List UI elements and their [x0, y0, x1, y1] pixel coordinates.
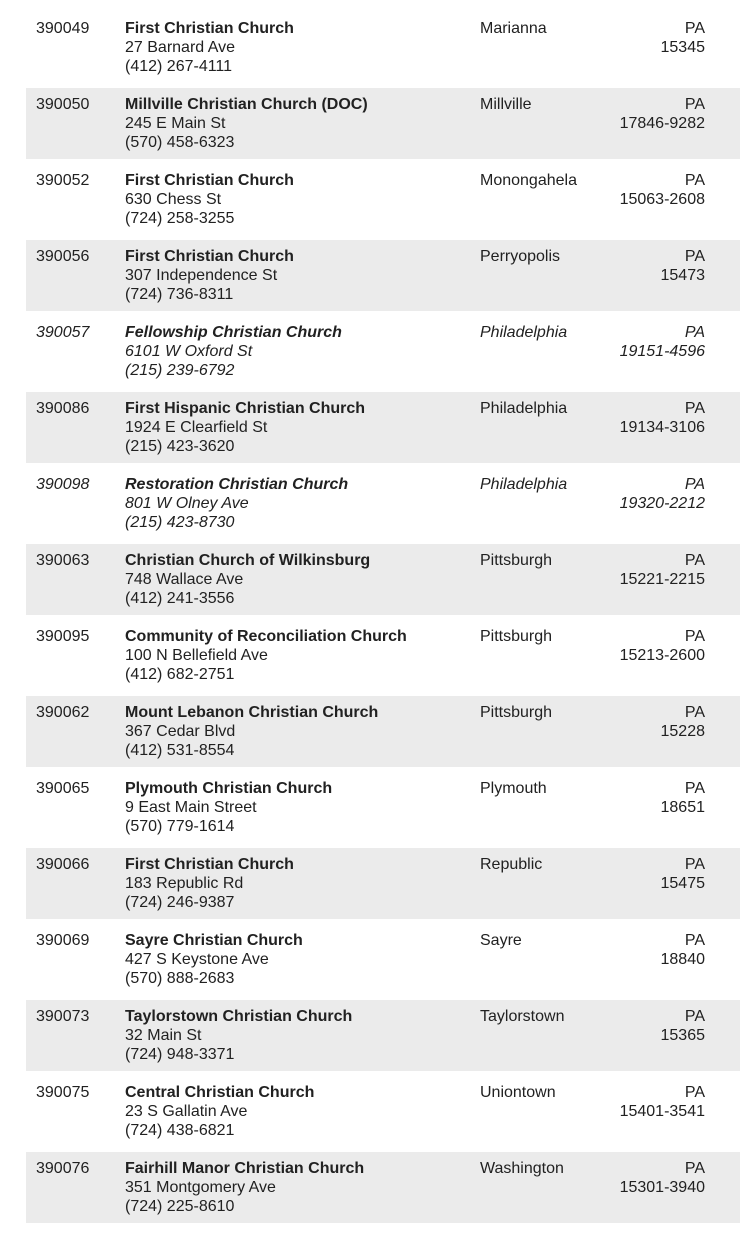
church-id: 390049: [36, 20, 90, 37]
church-city: Uniontown: [480, 1084, 556, 1101]
church-phone: (724) 258-3255: [125, 210, 235, 227]
church-name: Sayre Christian Church: [125, 932, 303, 949]
church-name: Mount Lebanon Christian Church: [125, 704, 379, 721]
church-address: 23 S Gallatin Ave: [125, 1103, 248, 1120]
church-zip: 15365: [660, 1027, 705, 1044]
church-name: Fairhill Manor Christian Church: [125, 1160, 365, 1177]
church-state: PA: [684, 1008, 705, 1025]
church-row: [26, 12, 740, 83]
church-name: Community of Reconciliation Church: [125, 628, 407, 645]
church-address: 630 Chess St: [125, 191, 222, 208]
church-row: [26, 392, 740, 463]
church-address: 100 N Bellefield Ave: [125, 647, 268, 664]
church-state-zip: [610, 19, 705, 76]
church-info: [125, 1083, 480, 1140]
church-zip: 18651: [660, 799, 705, 816]
church-city: Philadelphia: [480, 400, 568, 417]
church-zip: 15301-3940: [619, 1179, 705, 1196]
church-row: [26, 544, 740, 615]
church-address: 351 Montgomery Ave: [125, 1179, 276, 1196]
church-info: [125, 1159, 480, 1216]
church-row: [26, 1076, 740, 1147]
church-id: 390086: [36, 400, 90, 417]
church-phone: (724) 246-9387: [125, 894, 235, 911]
church-phone: (724) 438-6821: [125, 1122, 235, 1139]
church-address: 367 Cedar Blvd: [125, 723, 236, 740]
church-info: [125, 323, 480, 380]
church-name: Christian Church of Wilkinsburg: [125, 552, 371, 569]
church-name: Taylorstown Christian Church: [125, 1008, 353, 1025]
church-city: Washington: [480, 1160, 564, 1177]
church-info: [125, 95, 480, 152]
church-name: Restoration Christian Church: [125, 476, 349, 493]
church-info: [125, 399, 480, 456]
church-info: [125, 1007, 480, 1064]
church-info: [125, 931, 480, 988]
church-phone: (412) 267-4111: [125, 58, 233, 75]
church-id: 390069: [36, 932, 90, 949]
church-state: PA: [684, 476, 705, 493]
church-info: [125, 703, 480, 760]
church-address: 801 W Olney Ave: [125, 495, 249, 512]
church-phone: (215) 423-8730: [125, 514, 235, 531]
church-state-zip: [610, 551, 705, 608]
church-row: [26, 1152, 740, 1223]
church-city: Monongahela: [480, 172, 577, 189]
church-info: [125, 247, 480, 304]
church-id: 390098: [36, 476, 90, 493]
church-row: [26, 924, 740, 995]
church-phone: (215) 239-6792: [125, 362, 235, 379]
church-state: PA: [684, 96, 705, 113]
church-phone: (570) 779-1614: [125, 818, 235, 835]
church-id: 390063: [36, 552, 90, 569]
church-phone: (724) 736-8311: [125, 286, 234, 303]
church-name: First Christian Church: [125, 172, 294, 189]
church-state-zip: [610, 779, 705, 836]
church-state-zip: [610, 1007, 705, 1064]
church-state: PA: [684, 856, 705, 873]
church-state-zip: [610, 247, 705, 304]
church-row: [26, 240, 740, 311]
church-zip: 19151-4596: [619, 343, 705, 360]
church-state: PA: [684, 400, 705, 417]
church-row: [26, 772, 740, 843]
church-name: First Christian Church: [125, 248, 294, 265]
church-name: Central Christian Church: [125, 1084, 315, 1101]
church-address: 27 Barnard Ave: [125, 39, 236, 56]
church-phone: (724) 948-3371: [125, 1046, 235, 1063]
church-row: [26, 316, 740, 387]
church-address: 183 Republic Rd: [125, 875, 244, 892]
church-name: Plymouth Christian Church: [125, 780, 333, 797]
church-info: [125, 475, 480, 532]
church-state-zip: [610, 475, 705, 532]
church-state: PA: [684, 20, 705, 37]
church-id: 390073: [36, 1008, 90, 1025]
church-name: Millville Christian Church (DOC): [125, 96, 368, 113]
church-id: 390056: [36, 248, 90, 265]
church-address: 307 Independence St: [125, 267, 278, 284]
church-info: [125, 19, 480, 76]
church-phone: (724) 225-8610: [125, 1198, 235, 1215]
church-name: Fellowship Christian Church: [125, 324, 342, 341]
church-phone: (412) 531-8554: [125, 742, 235, 759]
church-info: [125, 855, 480, 912]
church-id: 390050: [36, 96, 90, 113]
church-row: [26, 468, 740, 539]
church-city: Republic: [480, 856, 543, 873]
church-id: 390066: [36, 856, 90, 873]
church-city: Plymouth: [480, 780, 547, 797]
church-id: 390095: [36, 628, 90, 645]
church-row: [26, 848, 740, 919]
church-zip: 17846-9282: [619, 115, 705, 132]
church-state-zip: [610, 627, 705, 684]
church-info: [125, 551, 480, 608]
church-state-zip: [610, 1159, 705, 1216]
church-info: [125, 171, 480, 228]
church-city: Marianna: [480, 20, 547, 37]
church-address: 245 E Main St: [125, 115, 226, 132]
church-city: Taylorstown: [480, 1008, 565, 1025]
church-row: [26, 1000, 740, 1071]
church-id: 390065: [36, 780, 90, 797]
church-state-zip: [610, 703, 705, 760]
church-city: Philadelphia: [480, 324, 568, 341]
church-city: Perryopolis: [480, 248, 561, 265]
church-state: PA: [684, 1084, 705, 1101]
church-city: Millville: [480, 96, 532, 113]
church-state-zip: [610, 171, 705, 228]
church-phone: (412) 241-3556: [125, 590, 235, 607]
church-phone: (570) 458-6323: [125, 134, 235, 151]
church-zip: 19134-3106: [619, 419, 705, 436]
church-id: 390062: [36, 704, 90, 721]
church-state: PA: [684, 780, 705, 797]
church-info: [125, 779, 480, 836]
church-name: First Christian Church: [125, 856, 294, 873]
church-zip: 15221-2215: [619, 571, 705, 588]
church-state: PA: [684, 248, 705, 265]
church-address: 1924 E Clearfield St: [125, 419, 268, 436]
church-row: [26, 620, 740, 691]
church-state-zip: [610, 1083, 705, 1140]
church-state-zip: [610, 399, 705, 456]
church-address: 9 East Main Street: [125, 799, 257, 816]
church-zip: 15213-2600: [619, 647, 705, 664]
church-id: 390076: [36, 1160, 90, 1177]
church-id: 390075: [36, 1084, 90, 1101]
church-state-zip: [610, 855, 705, 912]
church-city: Pittsburgh: [480, 552, 553, 569]
church-id: 390057: [36, 324, 90, 341]
church-address: 6101 W Oxford St: [125, 343, 253, 360]
church-address: 427 S Keystone Ave: [125, 951, 269, 968]
church-state-zip: [610, 95, 705, 152]
church-zip: 15228: [660, 723, 705, 740]
church-row: [26, 164, 740, 235]
church-name: First Hispanic Christian Church: [125, 400, 366, 417]
church-state: PA: [684, 704, 705, 721]
church-address: 748 Wallace Ave: [125, 571, 244, 588]
church-phone: (215) 423-3620: [125, 438, 235, 455]
church-state: PA: [684, 932, 705, 949]
church-id: 390052: [36, 172, 90, 189]
church-name: First Christian Church: [125, 20, 294, 37]
church-state-zip: [610, 931, 705, 988]
church-city: Pittsburgh: [480, 704, 553, 721]
church-state: PA: [684, 628, 705, 645]
church-city: Pittsburgh: [480, 628, 553, 645]
church-state: PA: [684, 324, 705, 341]
church-zip: 15473: [660, 267, 705, 284]
church-address: 32 Main St: [125, 1027, 202, 1044]
church-zip: 18840: [660, 951, 705, 968]
church-row: [26, 88, 740, 159]
church-phone: (412) 682-2751: [125, 666, 235, 683]
church-zip: 19320-2212: [619, 495, 705, 512]
church-city: Philadelphia: [480, 476, 568, 493]
church-phone: (570) 888-2683: [125, 970, 235, 987]
church-zip: 15063-2608: [619, 191, 705, 208]
church-zip: 15401-3541: [619, 1103, 705, 1120]
church-zip: 15345: [660, 39, 705, 56]
church-city: Sayre: [480, 932, 522, 949]
church-state-zip: [610, 323, 705, 380]
church-state: PA: [684, 172, 705, 189]
church-zip: 15475: [660, 875, 705, 892]
church-row: [26, 696, 740, 767]
church-state: PA: [684, 1160, 705, 1177]
church-state: PA: [684, 552, 705, 569]
church-info: [125, 627, 480, 684]
